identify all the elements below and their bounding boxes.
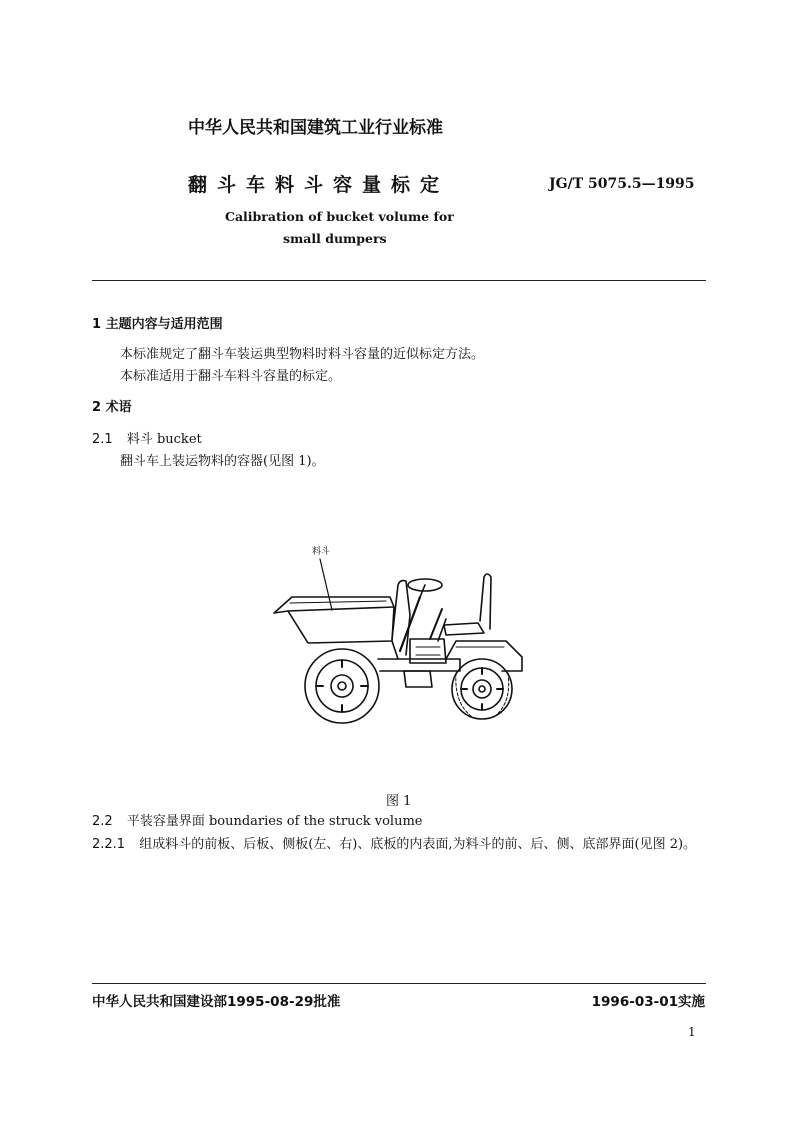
section-2-heading: 2 术语 [92,400,132,415]
document-title-cn: 翻斗车料斗容量标定 [188,174,450,196]
term-2-1 [92,428,202,447]
section-1-paragraph-1: 本标准规定了翻斗车装运典型物料时料斗容量的近似标定方法。 [120,347,485,362]
front-wheel [305,649,379,723]
rear-fender [446,641,522,671]
term-2-1-number: 2.1 [92,432,113,447]
term-2-1-definition: 翻斗车上装运物料的容器(见图 1)。 [120,454,325,469]
term-2-2 [92,810,422,829]
term-2-1-label: 料斗 bucket [126,432,202,447]
implementation-date: 1996-03-01实施 [591,994,705,1010]
figure-1-callout-label: 料斗 [312,547,331,557]
clause-2-2-1-text: 组成料斗的前板、后板、侧板(左、右)、底板的内表面,为料斗的前、后、侧、底部界面(见图 2)。 [139,837,697,852]
term-2-2-number: 2.2 [92,814,113,829]
figure-1-caption: 图 1 [386,794,412,809]
front-guard [392,581,410,656]
document-title-en-line1: Calibration of bucket volume for [225,209,454,224]
page-number: 1 [688,1025,696,1039]
axle-housing [404,671,432,687]
dumper-illustration [260,555,540,755]
issuing-standard-title: 中华人民共和国建筑工业行业标准 [188,118,443,138]
standard-number-text: JG/T 5075.5—1995 [549,176,695,192]
seat-back [480,574,491,629]
standard-number [549,176,695,192]
document-title-en-line2: small dumpers [283,231,387,246]
section-1-heading: 1 主题内容与适用范围 [92,317,223,332]
chassis-frame [378,659,460,671]
header-rule [92,280,706,281]
section-1-paragraph-2: 本标准适用于翻斗车料斗容量的标定。 [120,369,342,384]
footer-rule [92,983,706,984]
clause-2-2-1-number: 2.2.1 [92,837,126,852]
bucket-body [288,607,394,643]
seat-cushion [444,623,484,635]
rear-wheel [452,659,512,719]
approval-line: 中华人民共和国建设部1995-08-29批准 [92,994,341,1010]
clause-2-2-1 [92,833,696,852]
bucket-rim [274,597,394,613]
term-2-2-label: 平装容量界面 boundaries of the struck volume [126,814,423,829]
